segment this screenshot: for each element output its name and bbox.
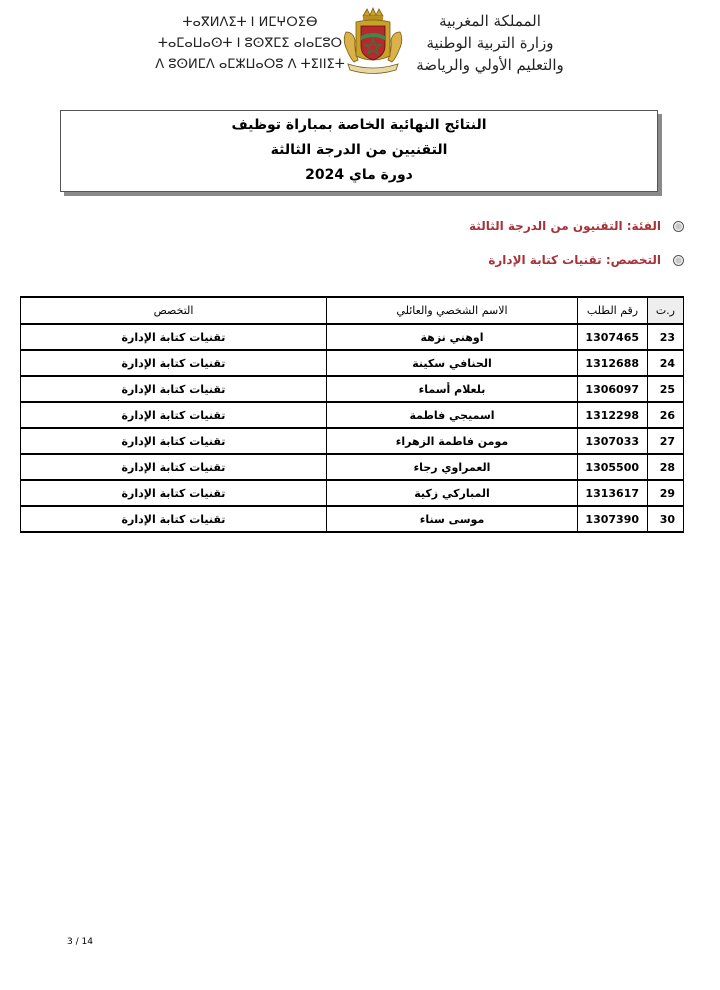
arabic-header-line: والتعليم الأولي والرياضة bbox=[416, 56, 564, 74]
title-line: دورة ماي 2024 bbox=[305, 167, 413, 183]
title-box bbox=[60, 110, 658, 192]
application-id: 1312688 bbox=[578, 350, 648, 376]
radio-bullet-icon bbox=[673, 255, 684, 266]
arabic-header-line: المملكة المغربية bbox=[439, 12, 541, 30]
column-header-num: ر.ت bbox=[648, 297, 684, 324]
candidate-specialty: تقنيات كتابة الإدارة bbox=[21, 428, 327, 454]
royal-coat-of-arms-icon bbox=[338, 6, 408, 78]
table-row bbox=[21, 506, 684, 532]
application-id: 1307033 bbox=[578, 428, 648, 454]
table-row bbox=[21, 428, 684, 454]
page-number: 3 / 14 bbox=[67, 937, 93, 947]
candidate-name: مومن فاطمة الزهراء bbox=[327, 428, 578, 454]
column-header-application-id: رقم الطلب bbox=[578, 297, 648, 324]
row-number: 25 bbox=[648, 376, 684, 402]
specialty-info bbox=[488, 253, 684, 267]
tifinagh-line: ⴷ ⵓⵙⵍⵎⴷ ⴰⵎⵣⵡⴰⵔⵓ ⴷ ⵜⵉⵏⵏⵉⵜ bbox=[155, 57, 345, 72]
application-id: 1307390 bbox=[578, 506, 648, 532]
row-number: 23 bbox=[648, 324, 684, 350]
tifinagh-line: ⵜⴰⵎⴰⵡⴰⵙⵜ ⵏ ⵓⵙⴳⵎⵉ ⴰⵏⴰⵎⵓⵔ bbox=[157, 36, 343, 51]
candidate-specialty: تقنيات كتابة الإدارة bbox=[21, 480, 327, 506]
results-table bbox=[20, 296, 684, 533]
radio-bullet-icon bbox=[673, 221, 684, 232]
table-row bbox=[21, 480, 684, 506]
title-line: التقنيين من الدرجة الثالثة bbox=[270, 142, 448, 158]
candidate-name: العمراوي رجاء bbox=[327, 454, 578, 480]
specialty-label: التخصص: تقنيات كتابة الإدارة bbox=[488, 253, 661, 267]
application-id: 1313617 bbox=[578, 480, 648, 506]
candidate-name: بلعلام أسماء bbox=[327, 376, 578, 402]
table-row bbox=[21, 376, 684, 402]
category-label: الفئة: التقنيون من الدرجة الثالثة bbox=[469, 219, 661, 233]
ministry-name-arabic bbox=[405, 10, 575, 76]
arabic-header-line: وزارة التربية الوطنية bbox=[426, 34, 554, 52]
table-row bbox=[21, 350, 684, 376]
ministry-name-tifinagh bbox=[150, 12, 350, 75]
category-info bbox=[469, 219, 684, 233]
candidate-specialty: تقنيات كتابة الإدارة bbox=[21, 402, 327, 428]
column-header-specialty: التخصص bbox=[21, 297, 327, 324]
application-id: 1306097 bbox=[578, 376, 648, 402]
candidate-name: اوهني نزهة bbox=[327, 324, 578, 350]
tifinagh-line: ⵜⴰⴳⵍⴷⵉⵜ ⵏ ⵍⵎⵖⵔⵉⴱ bbox=[182, 15, 318, 30]
column-header-full-name: الاسم الشخصي والعائلي bbox=[327, 297, 578, 324]
table-header-row bbox=[21, 297, 684, 324]
row-number: 27 bbox=[648, 428, 684, 454]
candidate-name: اسميجي فاطمة bbox=[327, 402, 578, 428]
document-header bbox=[0, 0, 720, 90]
table-row bbox=[21, 324, 684, 350]
candidate-specialty: تقنيات كتابة الإدارة bbox=[21, 506, 327, 532]
row-number: 29 bbox=[648, 480, 684, 506]
row-number: 28 bbox=[648, 454, 684, 480]
candidate-name: الحنافي سكينة bbox=[327, 350, 578, 376]
application-id: 1305500 bbox=[578, 454, 648, 480]
candidate-specialty: تقنيات كتابة الإدارة bbox=[21, 324, 327, 350]
table-row bbox=[21, 454, 684, 480]
application-id: 1312298 bbox=[578, 402, 648, 428]
candidate-specialty: تقنيات كتابة الإدارة bbox=[21, 376, 327, 402]
table-row bbox=[21, 402, 684, 428]
row-number: 30 bbox=[648, 506, 684, 532]
title-line: النتائج النهائية الخاصة بمباراة توظيف bbox=[231, 117, 487, 133]
row-number: 26 bbox=[648, 402, 684, 428]
candidate-specialty: تقنيات كتابة الإدارة bbox=[21, 350, 327, 376]
candidate-name: المباركي زكية bbox=[327, 480, 578, 506]
candidate-name: موسى سناء bbox=[327, 506, 578, 532]
row-number: 24 bbox=[648, 350, 684, 376]
candidate-specialty: تقنيات كتابة الإدارة bbox=[21, 454, 327, 480]
application-id: 1307465 bbox=[578, 324, 648, 350]
